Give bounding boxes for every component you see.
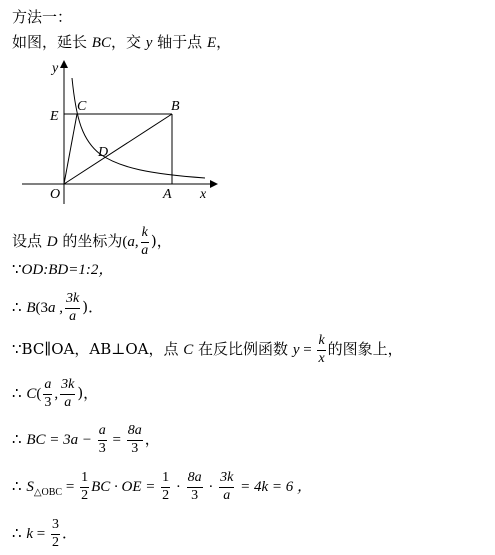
step3-coef: 3 bbox=[40, 300, 48, 317]
intro-rest: 轴于点 bbox=[152, 33, 207, 51]
step7-eq: = bbox=[62, 479, 79, 496]
step3-line bbox=[12, 292, 103, 324]
step3-fraction bbox=[65, 292, 80, 324]
step7-dot2: · bbox=[204, 479, 218, 496]
step7-half2 bbox=[161, 471, 170, 503]
step6-eq2: = bbox=[108, 432, 125, 449]
label-c: C bbox=[77, 99, 87, 114]
step4-text1: BC∥OA，AB⊥OA，点 bbox=[21, 340, 184, 359]
step3-therefore: ∴ bbox=[12, 298, 22, 317]
step5-close: )， bbox=[77, 384, 99, 403]
intro-seg: BC bbox=[91, 35, 111, 51]
step6-frac1-num: a bbox=[98, 424, 107, 441]
step3-a: a bbox=[48, 300, 56, 317]
segment-oc bbox=[64, 114, 77, 184]
step6-end: ， bbox=[144, 430, 160, 449]
label-y: y bbox=[52, 61, 59, 76]
intro-line bbox=[12, 35, 231, 51]
step4-because: ∵ bbox=[12, 340, 22, 359]
step5-fraction2 bbox=[60, 378, 75, 410]
step6-frac1-den: 3 bbox=[98, 440, 106, 456]
step8-fraction bbox=[51, 518, 60, 550]
step8-therefore: ∴ bbox=[12, 524, 22, 543]
geometry-figure bbox=[20, 58, 220, 208]
step5-therefore: ∴ bbox=[12, 384, 22, 403]
step7-frac4-den: a bbox=[223, 487, 231, 503]
step3-frac-den: a bbox=[69, 308, 77, 324]
step1-fraction bbox=[141, 226, 149, 258]
intro-axis: y bbox=[145, 35, 153, 51]
step4-eq: = bbox=[299, 342, 316, 359]
step7-half1-num: 1 bbox=[80, 471, 89, 488]
step7-result: = 4k = 6 ， bbox=[236, 479, 312, 496]
step1-comma: , bbox=[134, 234, 139, 251]
step6-frac2-num: 8a bbox=[127, 424, 143, 441]
step4-pt: C bbox=[183, 342, 194, 359]
label-b: B bbox=[171, 99, 180, 114]
label-o: O bbox=[50, 187, 61, 202]
step2-expr: OD:BD=1:2， bbox=[21, 262, 114, 278]
step6-line bbox=[12, 424, 160, 456]
step4-line bbox=[12, 334, 403, 366]
step1-open: ( bbox=[122, 234, 128, 251]
step7-dot1: · bbox=[172, 479, 185, 496]
step4-lhs: y bbox=[292, 342, 300, 359]
label-x: x bbox=[200, 187, 207, 202]
step7-frac3 bbox=[187, 471, 203, 503]
step6-fraction2 bbox=[127, 424, 143, 456]
step5-fraction1 bbox=[43, 378, 52, 410]
step3-comma: , bbox=[55, 300, 63, 317]
step4-text2: 在反比例函数 bbox=[193, 340, 293, 359]
step8-line bbox=[12, 518, 77, 550]
step5-frac2-num: 3k bbox=[60, 378, 75, 395]
step7-s: S bbox=[26, 479, 34, 496]
step1-close: )， bbox=[150, 232, 172, 251]
step6-eq: = 3a − bbox=[45, 432, 96, 449]
step7-line bbox=[12, 471, 312, 503]
step8-end: ． bbox=[61, 524, 77, 543]
step3-open: ( bbox=[35, 300, 41, 317]
hyperbola-curve bbox=[72, 78, 205, 178]
step7-half1 bbox=[80, 471, 89, 503]
step4-text3: 的图象上， bbox=[327, 340, 403, 359]
step3-frac-num: 3k bbox=[65, 292, 80, 309]
intro-end: ， bbox=[216, 33, 232, 51]
step6-frac2-den: 3 bbox=[131, 440, 139, 456]
step1-a: a bbox=[127, 234, 135, 251]
step4-frac-num: k bbox=[317, 334, 325, 351]
heading: 方法一： bbox=[12, 8, 73, 26]
label-a: A bbox=[163, 187, 172, 202]
step7-therefore: ∴ bbox=[12, 477, 22, 496]
intro-lead: 如图，延长 bbox=[12, 33, 92, 51]
intro-pt: E bbox=[206, 35, 217, 51]
step8-eq: = bbox=[33, 526, 49, 543]
step1-pt: D bbox=[46, 234, 58, 251]
step2-because: ∵ bbox=[12, 260, 22, 278]
step1-line bbox=[12, 226, 172, 258]
step8-frac-num: 3 bbox=[51, 518, 60, 535]
step1-pre: 设点 bbox=[12, 232, 47, 251]
step2-line bbox=[12, 262, 113, 278]
step5-line bbox=[12, 378, 98, 410]
step7-frac3-num: 8a bbox=[187, 471, 203, 488]
step1-frac-den: a bbox=[141, 242, 149, 258]
step6-fraction1 bbox=[98, 424, 107, 456]
step5-pt: C bbox=[26, 386, 37, 403]
step8-frac-den: 2 bbox=[51, 534, 59, 550]
y-axis-arrow bbox=[60, 60, 68, 68]
label-e: E bbox=[50, 109, 59, 124]
x-axis-arrow bbox=[210, 180, 218, 188]
step7-sub: △OBC bbox=[33, 487, 63, 499]
step5-comma: , bbox=[54, 386, 59, 403]
step7-mid: BC · OE = bbox=[91, 479, 160, 496]
step4-fraction bbox=[317, 334, 325, 366]
step7-half2-den: 2 bbox=[162, 487, 170, 503]
step1-mid: 的坐标为 bbox=[57, 232, 123, 251]
step5-frac2-den: a bbox=[64, 394, 72, 410]
step6-therefore: ∴ bbox=[12, 430, 22, 449]
step3-pt: B bbox=[26, 300, 36, 317]
step7-half1-den: 2 bbox=[81, 487, 89, 503]
step7-frac3-den: 3 bbox=[191, 487, 199, 503]
intro-mid: ，交 bbox=[110, 33, 146, 51]
step3-close: )． bbox=[82, 298, 104, 317]
step8-lhs: k bbox=[26, 526, 33, 543]
step4-frac-den: x bbox=[318, 350, 325, 366]
label-d: D bbox=[98, 145, 109, 160]
step7-half2-num: 1 bbox=[161, 471, 170, 488]
step6-lhs: BC bbox=[26, 432, 46, 449]
step7-frac4 bbox=[219, 471, 234, 503]
step1-frac-num: k bbox=[141, 226, 149, 243]
step5-frac1-den: 3 bbox=[44, 394, 52, 410]
step5-frac1-num: a bbox=[43, 378, 52, 395]
step5-open: ( bbox=[36, 386, 42, 403]
step7-frac4-num: 3k bbox=[219, 471, 234, 488]
